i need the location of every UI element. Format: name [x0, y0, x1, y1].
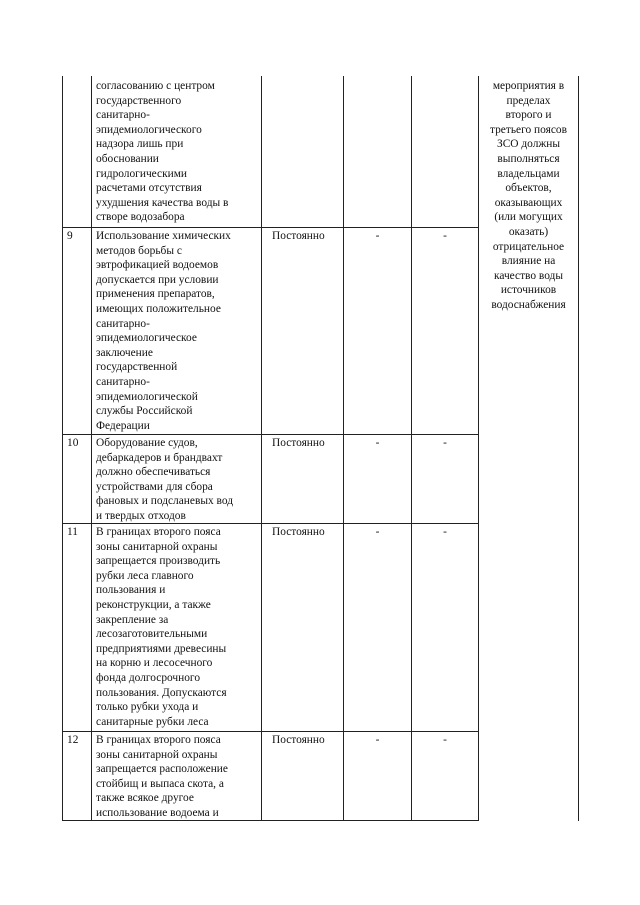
row-number: 9	[67, 230, 73, 242]
row-number: 10	[67, 437, 79, 449]
dash-cell: -	[443, 734, 447, 746]
term-cell: Постоянно	[272, 526, 325, 538]
table-border-right	[578, 76, 579, 821]
continued-measure-text: согласованию с центром государственного санитарно- эпидемиологического надзора лишь при обосновании гидрологическими расчетами отсутствия ухудшения качества воды в створе водозабора	[96, 80, 229, 224]
row-number: 12	[67, 734, 79, 746]
dash-cell: -	[443, 437, 447, 449]
row-separator	[62, 227, 479, 228]
measure-text: В границах второго пояса зоны санитарной охраны запрещается расположение стойбищ и выпаса скота, а также всякое другое использование водоема и	[96, 734, 228, 819]
dash-cell: -	[375, 734, 380, 746]
row-number: 11	[67, 526, 78, 538]
responsible-parties-note: мероприятия в пределах второго и третьего поясов ЗСО должны выполняться владельцами объектов, оказывающих (или могущих оказать) отрицательное влияние на качество воды источников водоснабжения	[490, 80, 567, 311]
dash-cell: -	[375, 230, 380, 242]
term-cell: Постоянно	[272, 734, 325, 746]
row-separator	[62, 434, 479, 435]
column-divider-1	[91, 76, 92, 821]
measure-text: В границах второго пояса зоны санитарной охраны запрещается производить рубки леса главного пользования и реконструкции, а также закрепление за лесозаготовительными предприятиями древесины на корню и лесосечного фонда долгосрочного пользования. Допускаются только рубки ухода и санитарные рубки леса	[96, 526, 227, 728]
measure-text: Оборудование судов, дебаркадеров и брандвахт должно обеспечиваться устройствами для сбора фановых и подсланевых вод и твердых отходов	[96, 437, 233, 522]
term-cell: Постоянно	[272, 437, 325, 449]
table-border-left	[62, 76, 63, 821]
dash-cell: -	[443, 526, 447, 538]
dash-cell: -	[375, 526, 380, 538]
row-separator	[62, 731, 479, 732]
dash-cell: -	[375, 437, 380, 449]
dash-cell: -	[443, 230, 447, 242]
column-divider-2	[261, 76, 262, 821]
term-cell: Постоянно	[272, 230, 325, 242]
measure-text: Использование химических методов борьбы с эвтрофикацией водоемов допускается при условии применения препаратов, имеющих положительное санитарно- эпидемиологическое заключение государственной санитарно- эпидемиологической службы Российской Федерации	[96, 230, 231, 432]
